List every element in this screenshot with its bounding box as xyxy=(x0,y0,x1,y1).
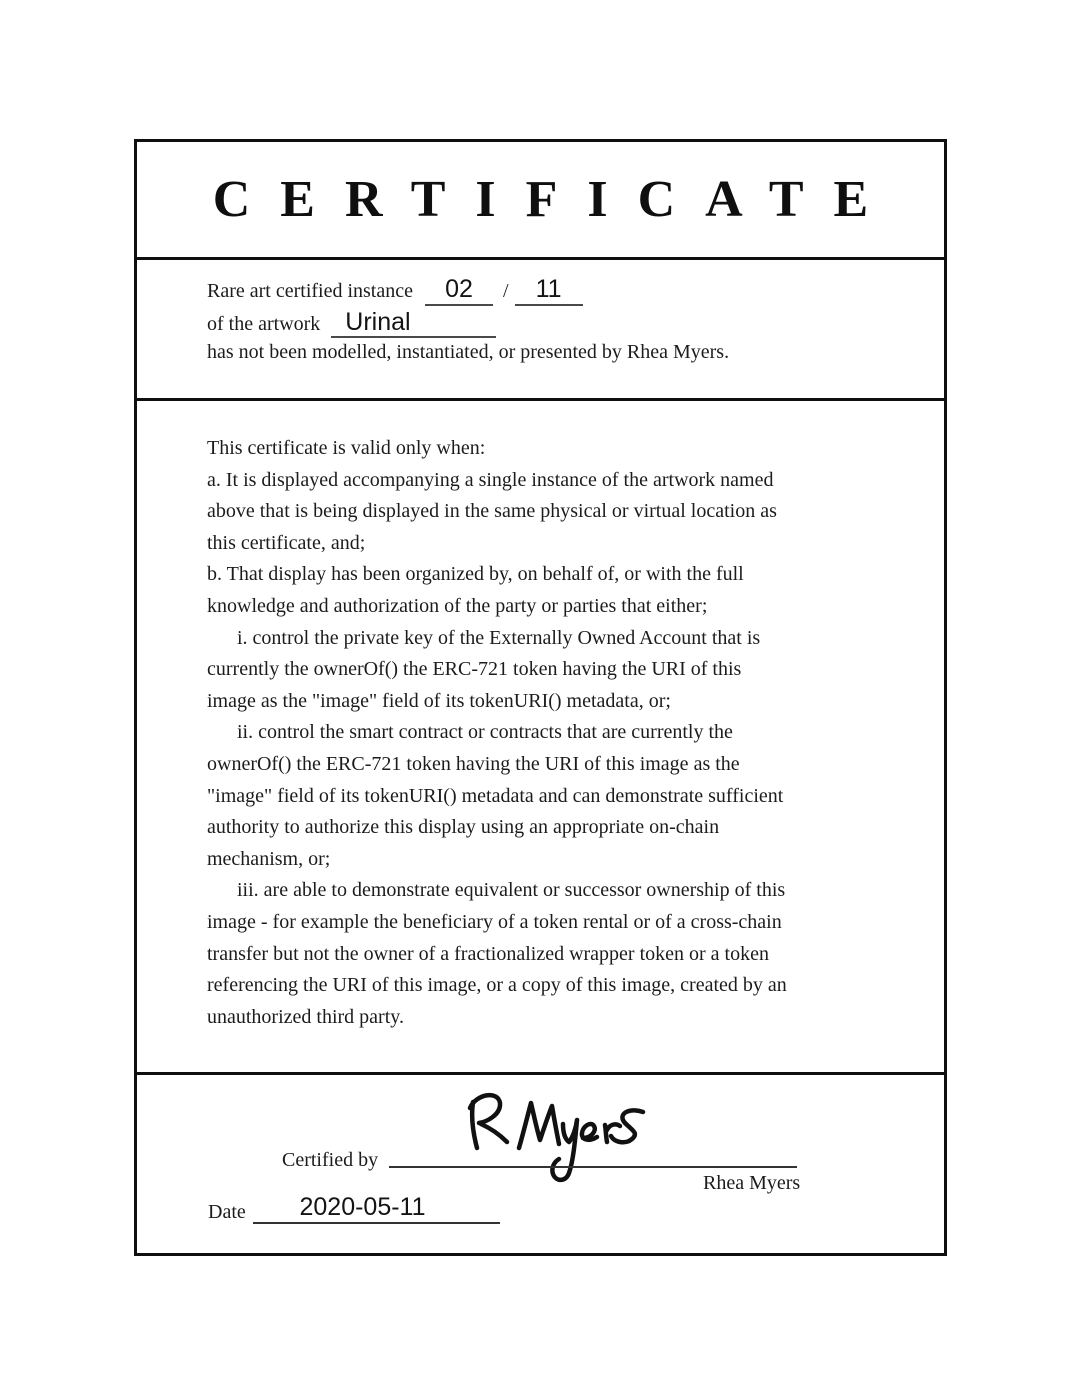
terms-line: unauthorized third party. xyxy=(207,1005,404,1028)
certificate xyxy=(134,139,947,1256)
terms-line: b. That display has been organized by, on behalf of, or with the full xyxy=(207,563,744,586)
terms-line: ii. control the smart contract or contracts that are currently the xyxy=(237,721,733,744)
terms-line: transfer but not the owner of a fractionalized wrapper token or a token xyxy=(207,942,769,965)
terms-line: ownerOf() the ERC-721 token having the URI of this image as the xyxy=(207,752,740,775)
date-value-field: 2020-05-11 xyxy=(299,1193,426,1221)
artwork-name-field: Urinal xyxy=(331,309,496,339)
terms-line: above that is being displayed in the same physical or virtual location as xyxy=(207,500,777,523)
terms-line: "image" field of its tokenURI() metadata and can demonstrate sufficient xyxy=(207,784,784,807)
instance-section xyxy=(137,260,944,401)
handwritten-signature xyxy=(450,1081,660,1186)
instance-prefix: Rare art certified instance xyxy=(207,280,413,302)
terms-line: currently the ownerOf() the ERC-721 token having the URI of this xyxy=(207,658,742,681)
terms-section xyxy=(137,401,944,1075)
terms-line: this certificate, and; xyxy=(207,531,366,554)
instance-line-1 xyxy=(207,276,944,309)
terms-line: a. It is displayed accompanying a single instance of the artwork named xyxy=(207,468,774,491)
terms-line: i. control the private key of the Externally Owned Account that is xyxy=(237,626,761,649)
terms-line: iii. are able to demonstrate equivalent or successor ownership of this xyxy=(237,879,786,902)
signature-section xyxy=(137,1075,944,1253)
title-section xyxy=(137,142,944,260)
certificate-title: CERTIFICATE xyxy=(212,170,899,228)
instance-statement: has not been modelled, instantiated, or presented by Rhea Myers. xyxy=(207,341,730,363)
instance-separator: / xyxy=(503,280,509,302)
date-line xyxy=(253,1222,500,1224)
date-label: Date xyxy=(208,1201,246,1223)
terms-line: image as the "image" field of its tokenURI() metadata, or; xyxy=(207,689,671,712)
edition-total-field: 11 xyxy=(515,276,583,306)
instance-number-field: 02 xyxy=(425,276,493,306)
signed-name: Rhea Myers xyxy=(703,1172,801,1194)
terms-line: image - for example the beneficiary of a token rental or of a cross-chain xyxy=(207,910,782,933)
instance-line-3 xyxy=(207,341,944,374)
artwork-prefix: of the artwork xyxy=(207,312,321,335)
terms-line: referencing the URI of this image, or a copy of this image, created by an xyxy=(207,974,787,997)
signature-line xyxy=(389,1166,797,1168)
terms-line: authority to authorize this display using an appropriate on-chain xyxy=(207,816,720,839)
terms-line: knowledge and authorization of the party or parties that either; xyxy=(207,594,708,617)
certified-by-label: Certified by xyxy=(282,1149,379,1171)
instance-line-2 xyxy=(207,309,944,342)
terms-line: This certificate is valid only when: xyxy=(207,437,486,459)
terms-line: mechanism, or; xyxy=(207,847,331,870)
